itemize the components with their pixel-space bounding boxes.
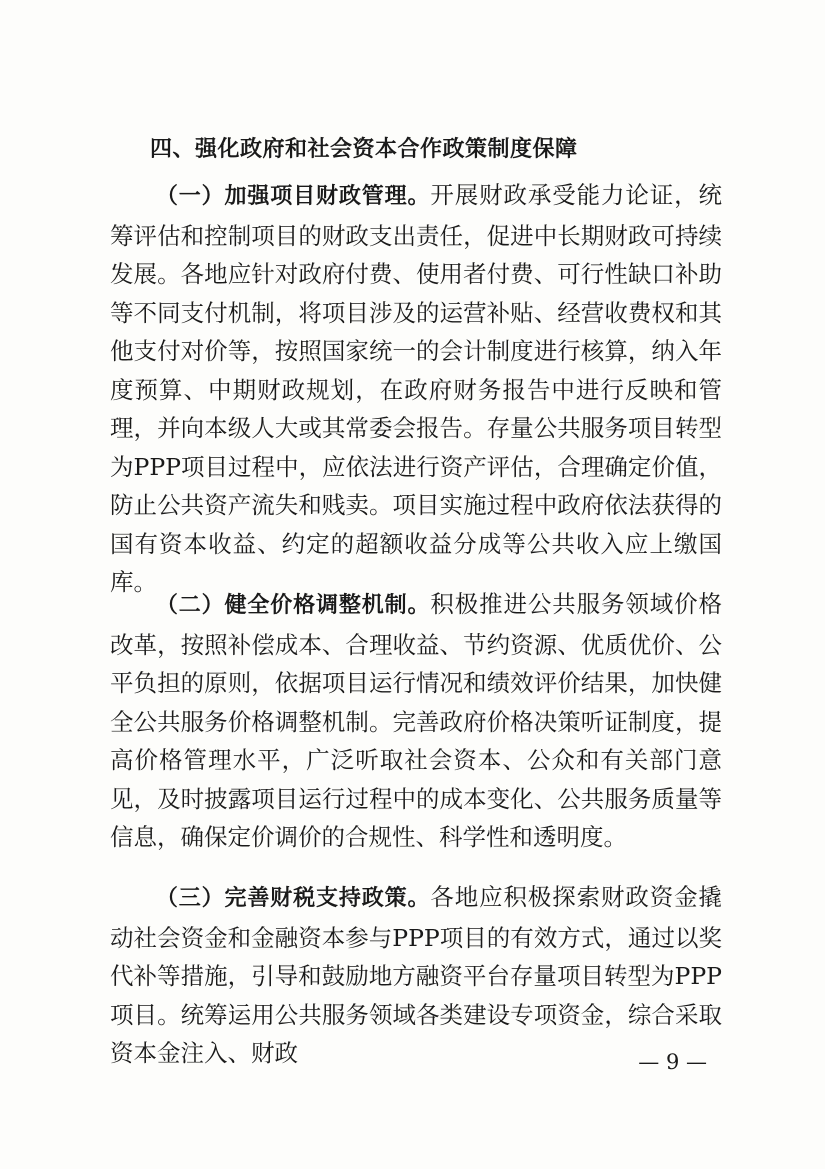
paragraph-body: 开展财政承受能力论证，统筹评估和控制项目的财政支出责任，促进中长期财政可持续发展。各地应针对政府付费、使用者付费、可行性缺口补助等不同支付机制，将项目涉及的运营补贴、经营收费权和其他支付对价等，按照国家统一的会计制度进行核算，纳入年度预算、中期财政规划，在政府财务报告中进行反映和管理，并向本级人大或其常委会报告。存量公共服务项目转型为PPP项目过程中，应依法进行资产评估，合理确定价值，防止公共资产流失和贱卖。项目实施过程中政府依法获得的国有资本收益、约定的超额收益分成等公共收入应上缴国库。 xyxy=(110,181,722,596)
paragraph-text xyxy=(110,585,722,857)
paragraph-body: 各地应积极探索财政资金撬动社会资金和金融资本参与PPP项目的有效方式，通过以奖代补等措施，引导和鼓励地方融资平台存量项目转型为PPP项目。统筹运用公共服务领域各类建设专项资金，综合采取资本金注入、财政 xyxy=(110,883,722,1067)
paragraph-strengthen-fiscal-management xyxy=(110,176,722,602)
paragraph-body: 积极推进公共服务领域价格改革，按照补偿成本、合理收益、节约资源、优质优价、公平负担的原则，依据项目运行情况和绩效评价结果，加快健全公共服务价格调整机制。完善政府价格决策听证制度，提高价格管理水平，广泛听取社会资本、公众和有关部门意见，及时披露项目运行过程中的成本变化、公共服务质量等信息，确保定价调价的合规性、科学性和透明度。 xyxy=(110,590,722,851)
paragraph-title: （一）加强项目财政管理。 xyxy=(155,184,431,209)
page-number: — 9 — xyxy=(638,1050,707,1074)
paragraph-title: （三）完善财税支持政策。 xyxy=(155,886,431,911)
paragraph-fiscal-tax-support xyxy=(110,878,722,1073)
section-heading: 四、强化政府和社会资本合作政策制度保障 xyxy=(150,137,578,162)
paragraph-text xyxy=(110,878,722,1073)
paragraph-text xyxy=(110,176,722,602)
paragraph-price-adjustment-mechanism xyxy=(110,585,722,857)
paragraph-title: （二）健全价格调整机制。 xyxy=(155,593,431,618)
